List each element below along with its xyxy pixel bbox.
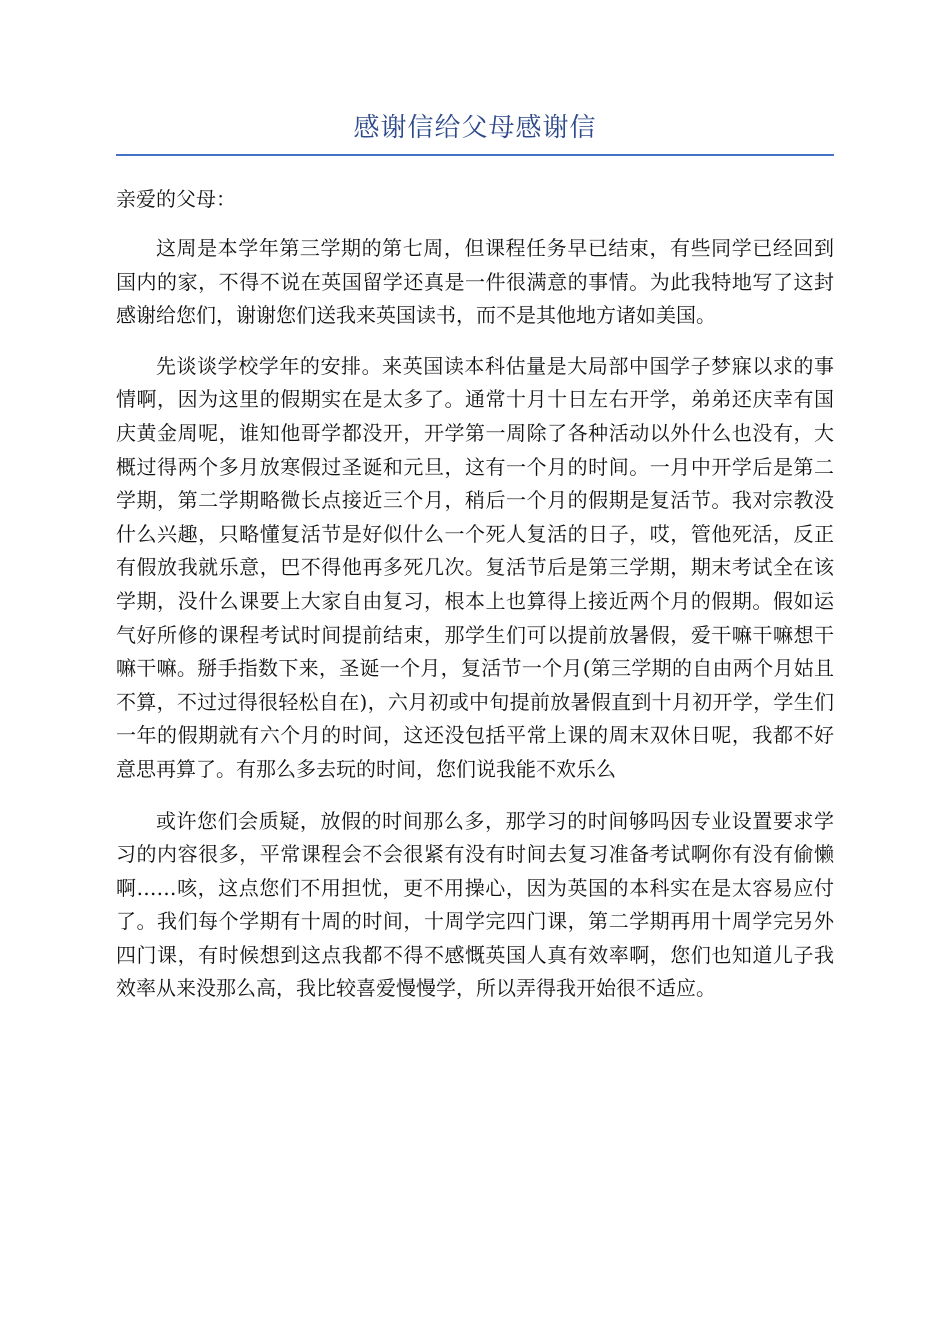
letter-page [116,108,834,1006]
page-title: 感谢信给父母感谢信 [116,108,834,156]
paragraph-schedule: 先谈谈学校学年的安排。来英国读本科估量是大局部中国学子梦寐以求的事情啊，因为这里的假期实在是太多了。通常十月十日左右开学，弟弟还庆幸有国庆黄金周呢，谁知他哥学都没开，开学第一周除了各种活动以外什么也没有，大概过得两个多月放寒假过圣诞和元旦，这有一个月的时间。一月中开学后是第二学期，第二学期略微长点接近三个月，稍后一个月的假期是复活节。我对宗教没什么兴趣，只略懂复活节是好似什么一个死人复活的日子，哎，管他死活，反正有假放我就乐意，巴不得他再多死几次。复活节后是第三学期，期末考试全在该学期，没什么课要上大家自由复习，根本上也算得上接近两个月的假期。假如运气好所修的课程考试时间提前结束，那学生们可以提前放暑假，爱干嘛干嘛想干嘛干嘛。掰手指数下来，圣诞一个月，复活节一个月(第三学期的自由两个月姑且不算，不过过得很轻松自在)，六月初或中旬提前放暑假直到十月初开学，学生们一年的假期就有六个月的时间，这还没包括平常上课的周末双休日呢，我都不好意思再算了。有那么多去玩的时间，您们说我能不欢乐么 [116,353,834,781]
paragraph-intro: 这周是本学年第三学期的第七周，但课程任务早已结束，有些同学已经回到国内的家，不得不说在英国留学还真是一件很满意的事情。为此我特地写了这封感谢给您们，谢谢您们送我来英国读书，而不是其他地方诸如美国。 [116,236,834,328]
paragraph-study: 或许您们会质疑，放假的时间那么多，那学习的时间够吗因专业设置要求学习的内容很多，平常课程会不会很紧有没有时间去复习准备考试啊你有没有偷懒啊……咳，这点您们不用担忧，更不用操心，因为英国的本科实在是太容易应付了。我们每个学期有十周的时间，十周学完四门课，第二学期再用十周学完另外四门课，有时候想到这点我都不得不感慨英国人真有效率啊，您们也知道儿子我效率从来没那么高，我比较喜爱慢慢学，所以弄得我开始很不适应。 [116,808,834,1001]
salutation: 亲爱的父母： [116,187,236,211]
